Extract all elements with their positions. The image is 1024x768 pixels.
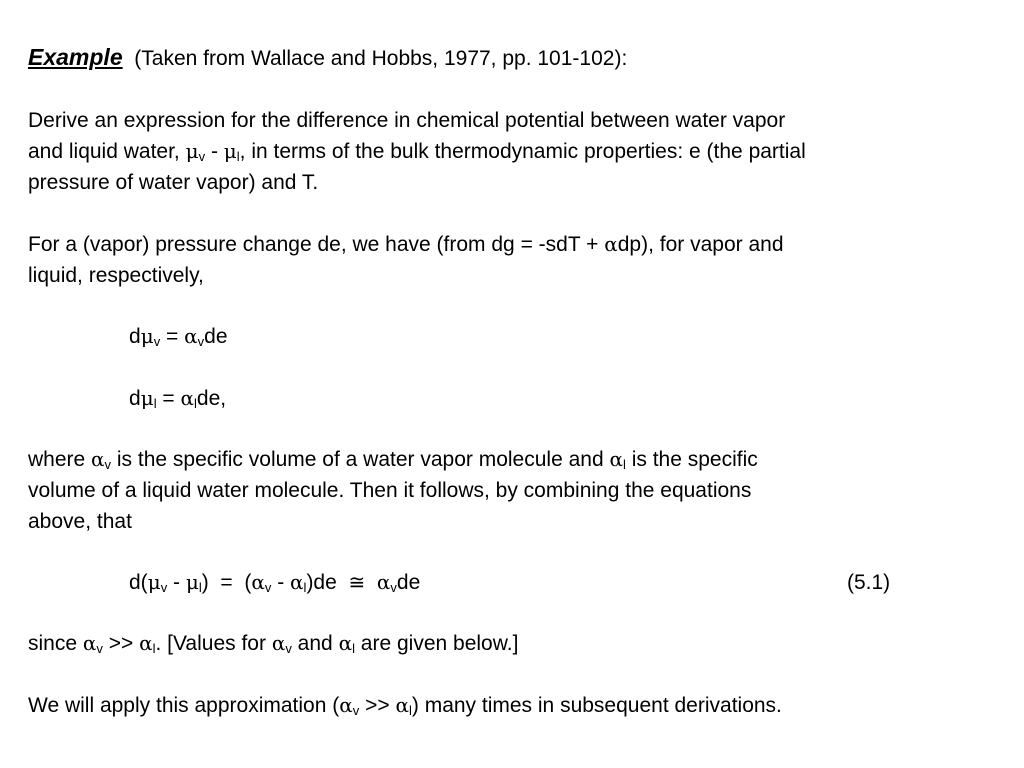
para2-line1: For a (vapor) pressure change de, we have (from dg = -sdT + αdp), for vapor and	[28, 232, 784, 256]
approx-symbol: ≅	[348, 570, 366, 594]
para1-line1: Derive an expression for the difference in chemical potential between water vapor	[28, 109, 786, 132]
para1-line3: pressure of water vapor) and T.	[28, 171, 319, 194]
source-citation: (Taken from Wallace and Hobbs, 1977, pp. 101-102):	[134, 47, 628, 70]
para2-line2: liquid, respectively,	[28, 264, 204, 287]
para1-line2: and liquid water, $\mu_v - \mu_l$, in terms of the bulk thermodynamic properties: e (the partial	[28, 139, 806, 164]
equation-number: (5.1)	[847, 571, 891, 594]
para4-line: since $\alpha_v >> \alpha_l$. [Values for $\alpha_v$ and $\alpha_l$ are given below.]	[28, 631, 519, 656]
equation-5-1: $d(\mu_v - \mu_l) = (\alpha_v - \alpha_l)de$ ≅ $\alpha_vde$	[129, 570, 421, 595]
para3-line3: above, that	[28, 510, 132, 533]
equation-vapor: $d\mu_v = \alpha_vde$	[129, 324, 228, 349]
equation-liquid: $d\mu_l = \alpha_lde$,	[129, 386, 227, 411]
example-title: Example	[28, 44, 123, 70]
para3-line1: where $\alpha_v$ is the specific volume of a water vapor molecule and $\alpha_l$ is the specific	[28, 447, 758, 472]
heading-line	[28, 46, 627, 69]
para5-line: We will apply this approximation $(\alpha_v >> \alpha_l)$ many times in subsequent derivations.	[28, 693, 782, 718]
para3-line2: volume of a liquid water molecule. Then it follows, by combining the equations	[28, 479, 752, 502]
